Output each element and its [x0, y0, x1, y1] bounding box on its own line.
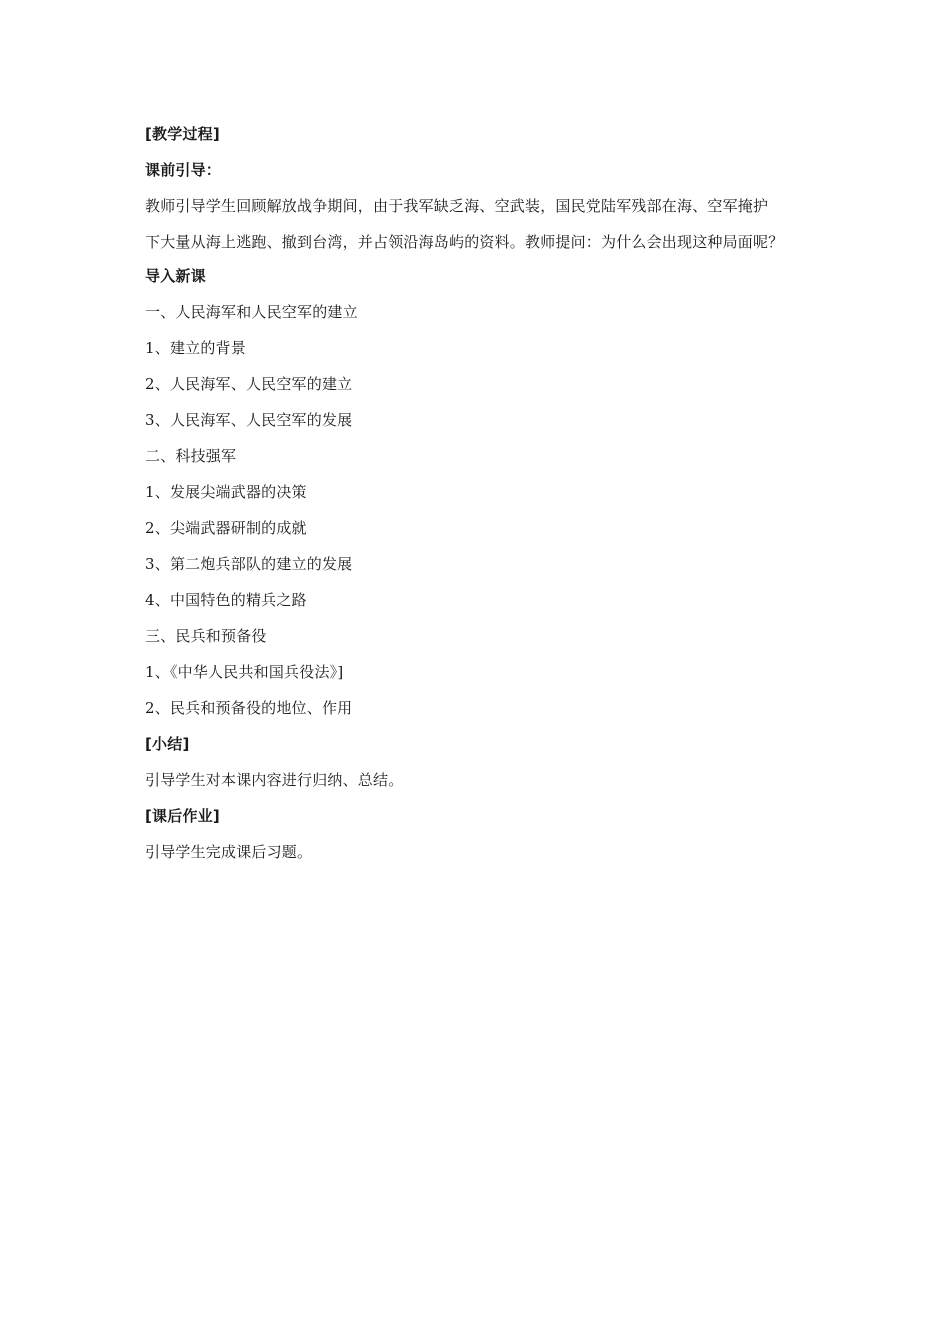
outline-item: 一、人民海军和人民空军的建立	[145, 303, 358, 321]
outline-item: 2、人民海军、人民空军的建立	[145, 375, 353, 393]
paragraph-line: 教师引导学生回顾解放战争期间，由于我军缺乏海、空武装，国民党陆军残部在海、空军掩护	[145, 197, 769, 215]
outline-item: 1、发展尖端武器的决策	[145, 483, 307, 501]
document-body	[145, 124, 865, 878]
outline-item: 1、《中华人民共和国兵役法》]	[145, 663, 344, 681]
outline-item: 3、人民海军、人民空军的发展	[145, 411, 353, 429]
section-heading-new-lesson: 导入新课	[145, 267, 206, 285]
outline-item: 三、民兵和预备役	[145, 627, 267, 645]
outline-item: 1、建立的背景	[145, 339, 246, 357]
outline-item: 2、民兵和预备役的地位、作用	[145, 699, 353, 717]
section-heading-homework: [课后作业]	[145, 807, 220, 825]
outline-item: 4、中国特色的精兵之路	[145, 591, 307, 609]
paragraph-line: 引导学生对本课内容进行归纳、总结。	[145, 771, 404, 789]
section-heading-pre-class-guide: 课前引导：	[145, 161, 222, 179]
outline-item: 2、尖端武器研制的成就	[145, 519, 307, 537]
outline-item: 3、第二炮兵部队的建立的发展	[145, 555, 353, 573]
paragraph-line: 引导学生完成课后习题。	[145, 843, 313, 861]
section-heading-teaching-process: [教学过程]	[145, 125, 220, 143]
paragraph-line: 下大量从海上逃跑、撤到台湾，并占领沿海岛屿的资料。教师提问：为什么会出现这种局面呢？	[145, 233, 784, 251]
outline-item: 二、科技强军	[145, 447, 237, 465]
section-heading-summary: [小结]	[145, 735, 190, 753]
